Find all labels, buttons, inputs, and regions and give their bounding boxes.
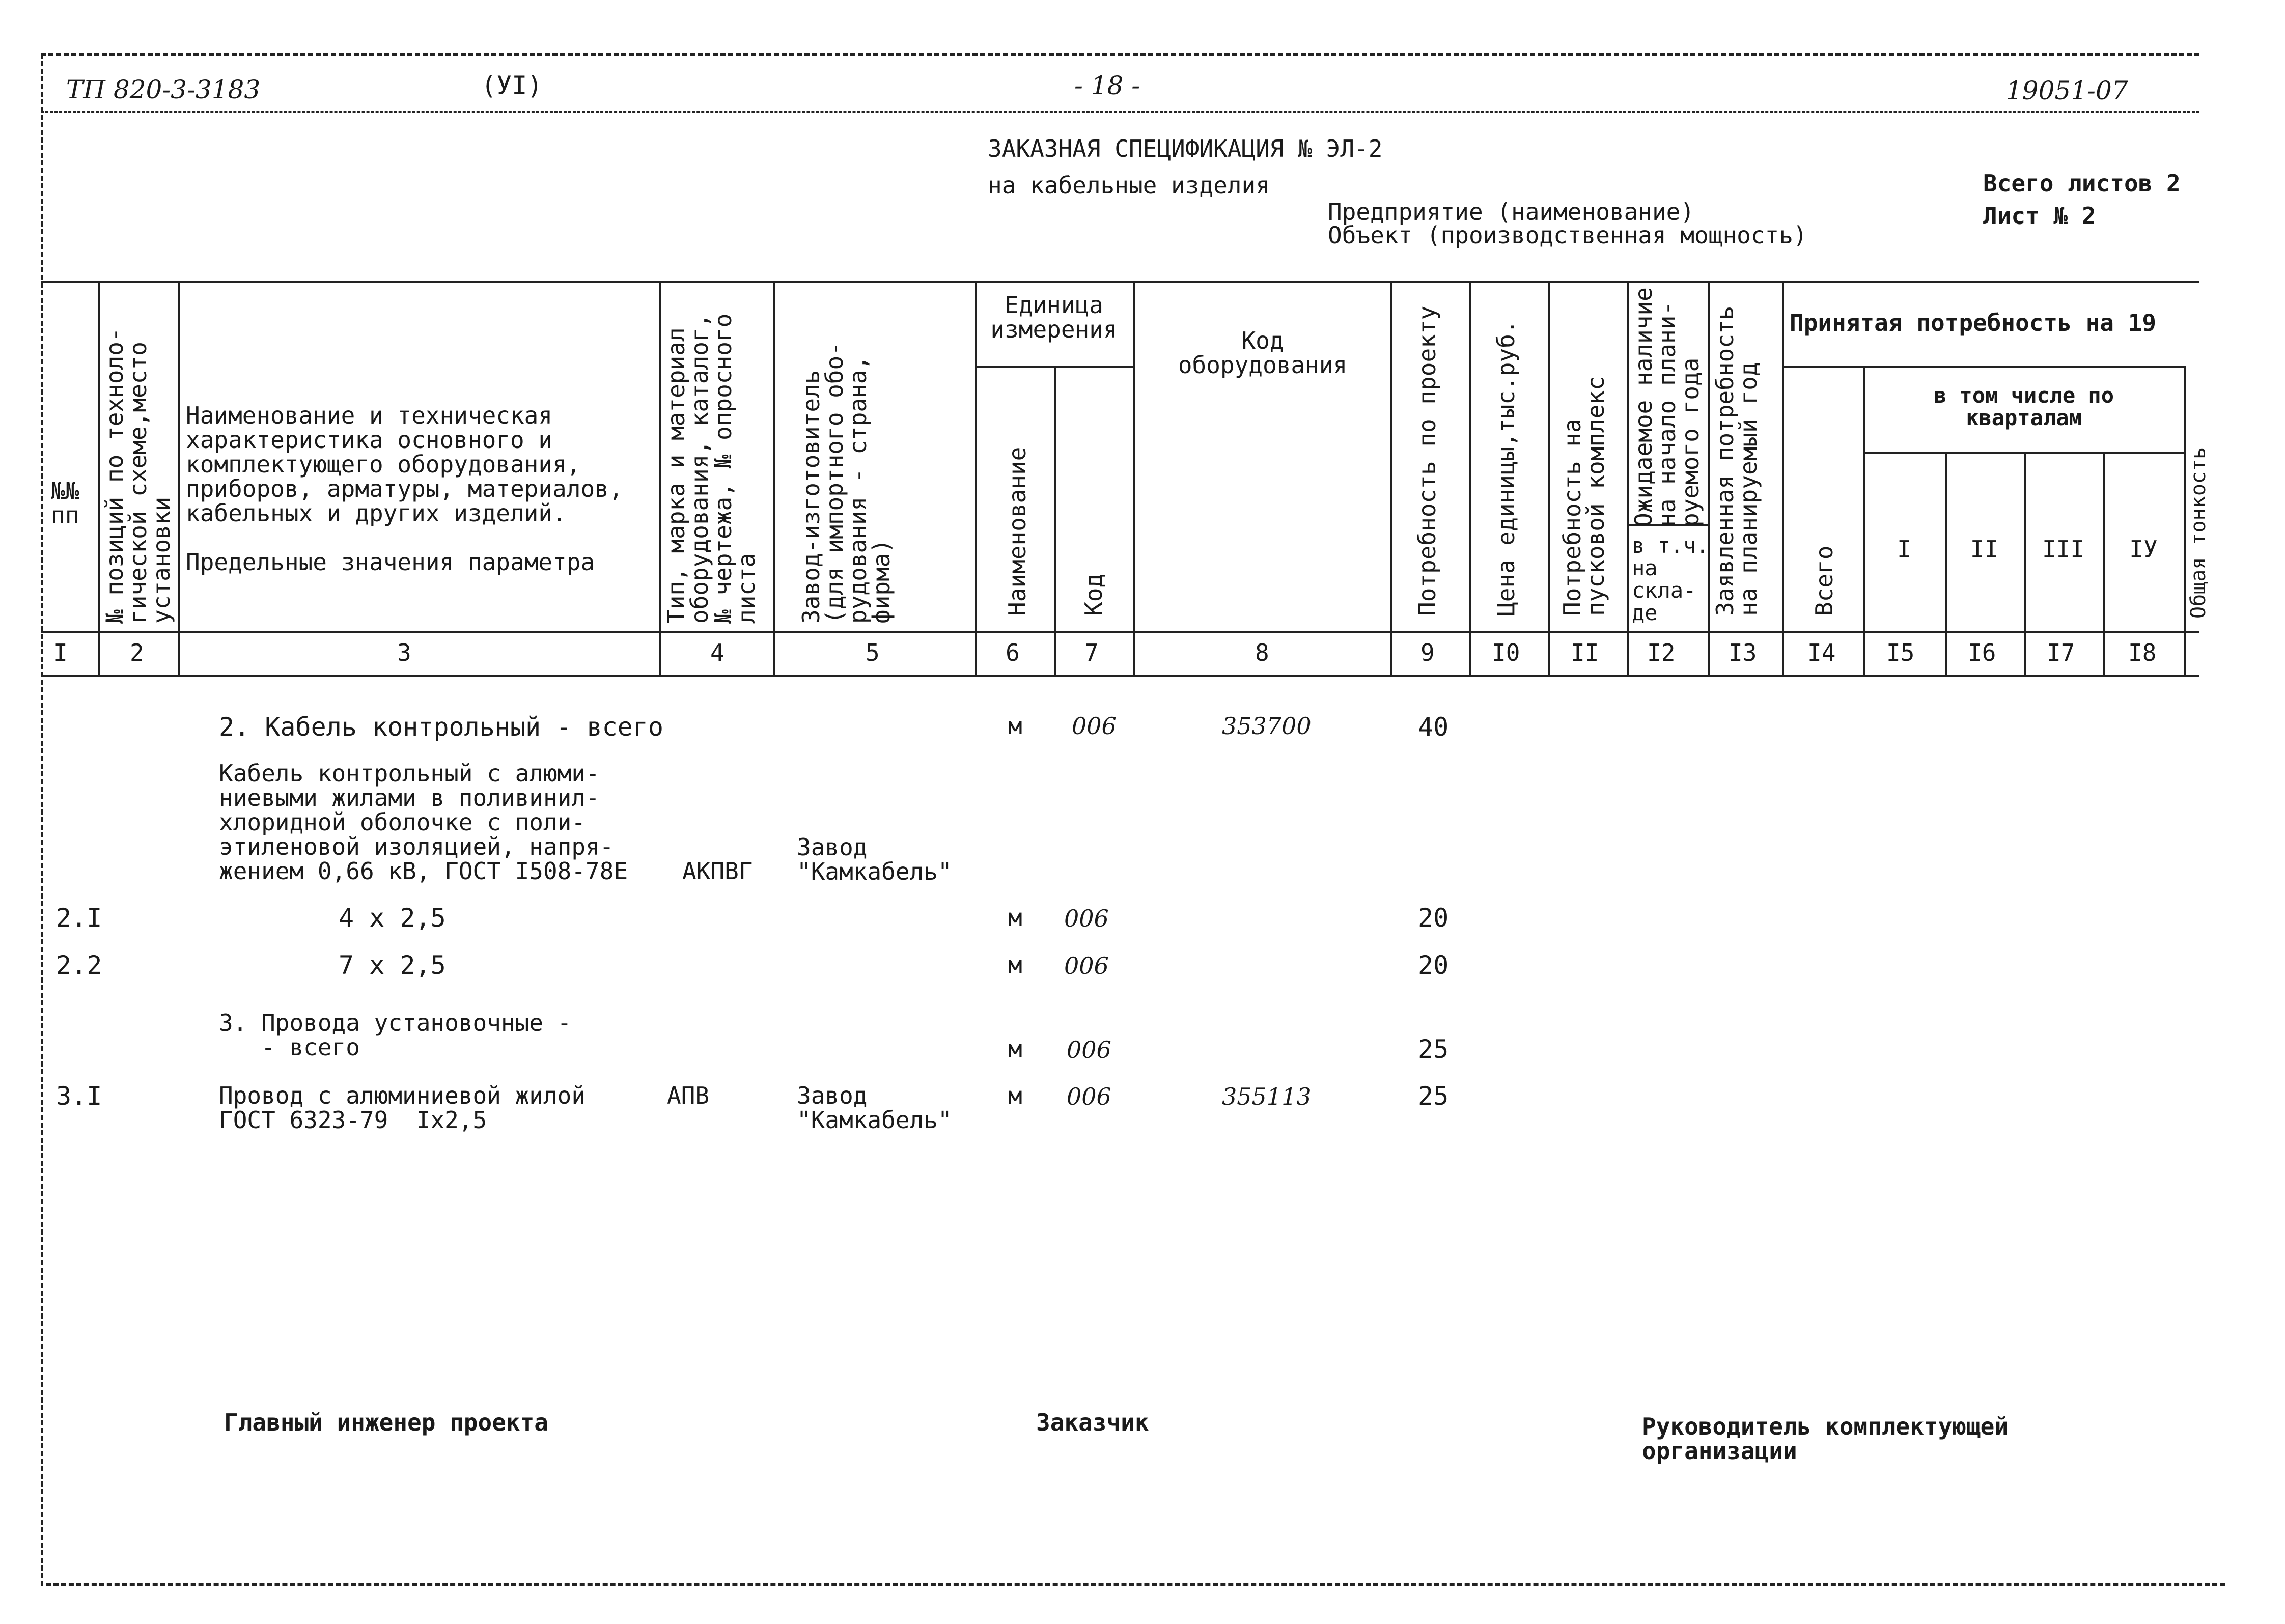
header-col11: Потребность на пусковой комплекс — [1558, 376, 1609, 616]
col-number: 8 — [1255, 639, 1269, 666]
header-q2: II — [1970, 536, 1999, 563]
spec-subtitle: на кабельные изделия — [988, 172, 1270, 199]
col-sep-6 — [1054, 366, 1056, 675]
sheet-number: Лист № 2 — [1983, 202, 2096, 230]
row-plant: Завод "Камкабель" — [797, 1082, 952, 1134]
header-col13: Заявленная потребность на планируемый год — [1711, 305, 1762, 616]
header-col1: №№ пп — [51, 477, 79, 529]
col-number: I8 — [2128, 639, 2157, 666]
col-sep-18 — [2184, 366, 2186, 675]
row-unit: м — [1008, 904, 1022, 931]
header-col7: Код — [1080, 573, 1107, 616]
header-quarters-group: в том числе по кварталам — [1933, 383, 2114, 430]
row-number: 2.I — [56, 903, 102, 933]
chief-engineer-signature: Главный инженер проекта — [224, 1409, 548, 1436]
col-number: 2 — [130, 639, 144, 666]
spec-title: ЗАКАЗНАЯ СПЕЦИФИКАЦИЯ № ЭЛ-2 — [988, 135, 1383, 162]
supplier-head-signature: Руководитель комплектующей организации — [1642, 1413, 2009, 1465]
header-col5: Завод-изготовитель (для импортного обо- рудования - страна, фирма) — [797, 342, 895, 624]
row-plant: Завод "Камкабель" — [797, 833, 952, 885]
row-name: 4 х 2,5 — [339, 903, 446, 933]
header-col19-partial: Общая тонкость — [2187, 446, 2210, 619]
header-col12-top: Ожидаемое наличие на начало плани- руемого года — [1630, 287, 1704, 527]
col-sep-11 — [1627, 281, 1629, 675]
row-name: Кабель контрольный с алюми- ниевыми жилами в поливинил- хлоридной оболочке с поли- этиленовой изоляцией, напря- жением 0,66 кВ, ГОСТ I508-78Е — [219, 760, 628, 885]
col-number: 7 — [1084, 639, 1099, 666]
col-sep-5 — [975, 281, 977, 675]
object-label: Объект (производственная мощность) — [1328, 221, 1807, 249]
header-col6: Наименование — [1004, 446, 1031, 616]
header-col12-sub: в т.ч. на скла- де — [1632, 533, 1709, 625]
header-col9: Потребность по проекту — [1413, 305, 1441, 616]
row-unit: м — [1008, 1035, 1022, 1062]
col-number: I5 — [1886, 639, 1915, 666]
row-name: Провод с алюминиевой жилой ГОСТ 6323-79 Iх2,5 — [219, 1082, 586, 1134]
col-number: 9 — [1420, 639, 1435, 666]
col-sep-2 — [178, 281, 180, 675]
col-sep-10 — [1548, 281, 1550, 675]
numbers-bottom-line — [41, 675, 2199, 677]
row-equipment-code: 353700 — [1222, 712, 1312, 740]
archive-number: 19051-07 — [2006, 76, 2128, 105]
col-sep-17 — [2103, 452, 2105, 675]
row-type: АКПВГ — [682, 857, 753, 885]
col-number: 3 — [397, 639, 411, 666]
table-top-line — [41, 281, 2199, 283]
col-number: I6 — [1968, 639, 1996, 666]
row-name: 2. Кабель контрольный - всего — [219, 712, 663, 742]
doc-code: ТП 820-3-3183 — [66, 75, 261, 104]
row-number: 3.I — [56, 1081, 102, 1111]
col-number: I4 — [1807, 639, 1836, 666]
col-number: II — [1571, 639, 1599, 666]
enterprise-label: Предприятие (наименование) — [1328, 198, 1695, 226]
col-sep-9 — [1469, 281, 1471, 675]
page-number: - 18 - — [1074, 71, 1140, 100]
row-quantity: 20 — [1418, 903, 1449, 933]
header-bottom-line — [41, 631, 2199, 633]
row-quantity: 25 — [1418, 1034, 1449, 1064]
row-quantity: 40 — [1418, 712, 1449, 742]
col-number: I0 — [1492, 639, 1520, 666]
col-sep-15 — [1945, 452, 1947, 675]
col-sep-13 — [1782, 281, 1784, 675]
row-unit: м — [1008, 712, 1022, 740]
row-quantity: 20 — [1418, 950, 1449, 980]
frame-top — [41, 53, 2199, 56]
customer-signature: Заказчик — [1036, 1409, 1149, 1436]
col-sep-4 — [773, 281, 775, 675]
col-sep-3 — [659, 281, 661, 675]
row-number: 2.2 — [56, 950, 102, 980]
row-unit: м — [1008, 951, 1022, 978]
col-number: 5 — [866, 639, 880, 666]
row-unit-code: 006 — [1064, 905, 1109, 932]
row-unit: м — [1008, 1082, 1022, 1109]
row-quantity: 25 — [1418, 1081, 1449, 1111]
col-number: 6 — [1006, 639, 1020, 666]
header-q4: IУ — [2129, 536, 2158, 563]
row-equipment-code: 355113 — [1222, 1083, 1312, 1110]
header-unit-group: Единица измерения — [990, 291, 1118, 343]
col-sep-14 — [1863, 366, 1865, 675]
col-sep-16 — [2024, 452, 2026, 675]
col-sep-7 — [1133, 281, 1135, 675]
col-number: 4 — [710, 639, 724, 666]
header-col2: № позиций по техноло- гической схеме,место установки — [101, 327, 175, 624]
col-number: I7 — [2047, 639, 2075, 666]
frame-bottom — [46, 1583, 2225, 1586]
header-col4: Тип, марка и материал оборудования, каталог, № чертежа, № опросного листа — [662, 313, 760, 624]
col-number: I2 — [1647, 639, 1676, 666]
row-type: АПВ — [667, 1082, 710, 1109]
row-name: 3. Провода установочные - - всего — [219, 1009, 572, 1061]
header-q3: III — [2042, 536, 2085, 563]
row-unit-code: 006 — [1067, 1036, 1111, 1063]
header-col3: Наименование и техническая характеристика основного и комплектующего оборудования, приборов, арматуры, материалов, кабельных и других изделий. Предельные значения параметра — [186, 402, 623, 576]
col-sep-1 — [98, 281, 100, 675]
frame-left — [41, 53, 43, 1586]
row-unit-code: 006 — [1064, 952, 1109, 979]
header-q1: I — [1897, 536, 1911, 563]
header-col14: Всего — [1810, 545, 1838, 616]
section-number: (УI) — [481, 71, 543, 100]
header-col10: Цена единицы,тыс.руб. — [1492, 320, 1520, 616]
row-name: 7 х 2,5 — [339, 950, 446, 980]
total-sheets: Всего листов 2 — [1983, 170, 2181, 197]
col-number: I3 — [1729, 639, 1757, 666]
header-col8: Код оборудования — [1178, 327, 1348, 379]
col-sep-8 — [1390, 281, 1392, 675]
col-number: I — [53, 639, 68, 666]
row-unit-code: 006 — [1067, 1083, 1111, 1110]
row-unit-code: 006 — [1072, 712, 1117, 740]
accepted-divider — [1782, 366, 2184, 368]
header-accepted: Принятая потребность на 19 — [1790, 309, 2157, 337]
frame-under-header — [41, 111, 2199, 113]
